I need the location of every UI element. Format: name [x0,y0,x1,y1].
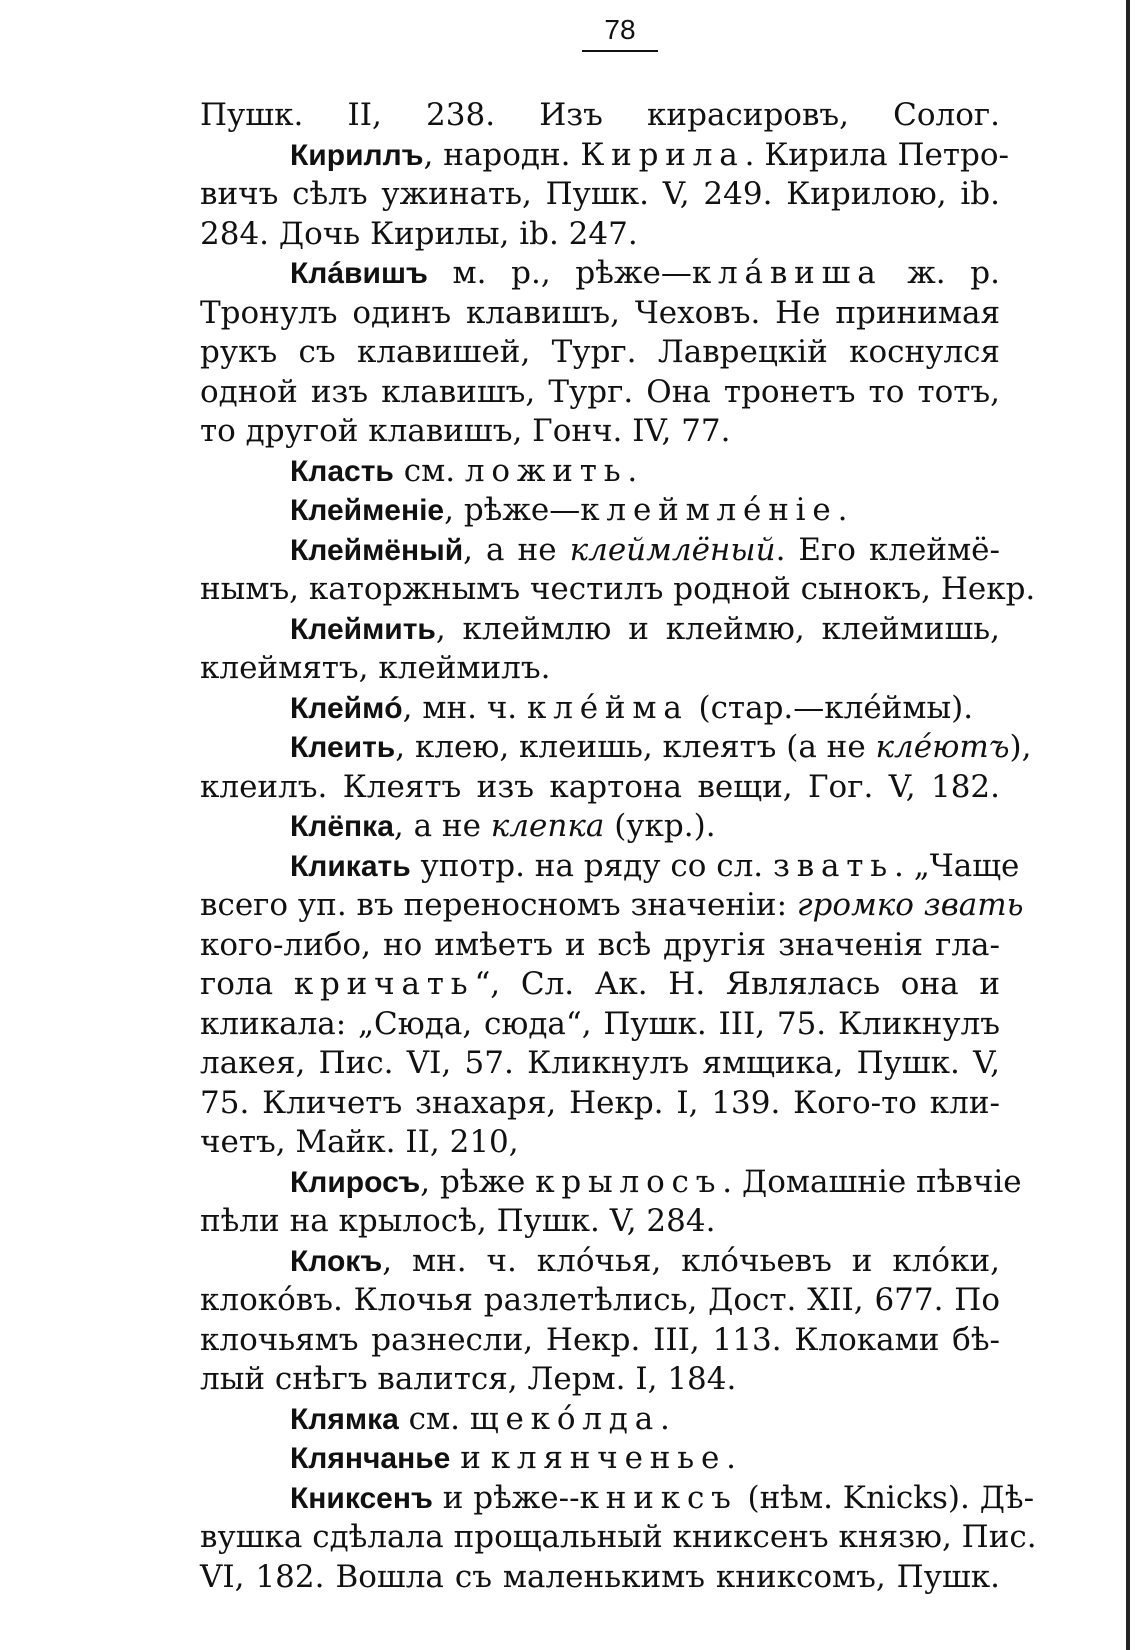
text-line [200,728,1032,768]
text-line [200,294,1000,334]
spaced-word: клéйма [527,689,689,726]
text-segment: одной изъ клавишъ, Тург. Она тронетъ то тотъ, [200,373,1000,410]
text-line [200,807,1000,847]
text-line [200,649,1000,689]
page-edge-line [1126,0,1130,1650]
text-line [200,175,1000,215]
text-line [200,886,1024,926]
spaced-word: книксъ [579,1479,738,1516]
spaced-word: клеймлéніе [580,492,838,528]
text-segment: 284. Дочь Кирилы, ib. 247. [200,215,638,252]
text-segment: клеймятъ, клеймилъ. [200,650,551,686]
italic-word: клéютъ [875,729,1010,765]
headword: Клеймёный [290,533,464,567]
text-segment: (нѣм. Knicks). Дѣ- [737,1479,1035,1516]
text-line [200,847,1020,887]
dictionary-text [200,96,1037,1597]
text-line [200,1321,1000,1361]
text-segment: . [660,1400,670,1437]
italic-word: клепка [490,808,605,844]
text-segment: всего уп. въ переносномъ значеніи: [200,887,797,923]
text-line [200,136,1010,176]
text-line [200,215,1000,255]
spaced-word: звать [773,847,894,884]
text-segment: , народн. [423,136,581,173]
text-line [200,1558,1000,1598]
headword: Книксенъ [290,1481,433,1515]
headword: Клейменіе [290,494,445,527]
text-segment: . „Чаще [893,847,1020,884]
text-segment: (стар.—клéймы). [688,689,974,726]
text-segment: пѣли на крылосѣ, Пушк. V, 284. [200,1203,716,1239]
text-line [200,1163,1022,1203]
text-line [200,373,1000,413]
text-segment: , рѣже— [444,492,581,528]
text-line [200,1439,1000,1479]
text-segment: лакея, Пис. VI, 57. Кликнулъ ямщика, Пушк. V, [200,1045,1000,1081]
text-line [200,491,1000,531]
text-segment: клочьямъ разнесли, Некр. III, 113. Клоками бѣ- [200,1321,1000,1358]
text-segment: и [450,1440,491,1476]
text-segment: рукъ съ клавишей, Тург. Лаврецкій коснулся [200,334,1000,370]
headword: Клокъ [290,1244,383,1278]
text-segment: . Домашніе пѣвчіе [722,1163,1022,1200]
page-header [570,14,670,52]
spaced-word: Кирила [580,136,745,173]
page-number: 78 [604,14,636,45]
text-line [200,96,1000,136]
headword: Клеймó [290,691,403,725]
headword: Клямка [290,1402,399,1436]
text-line [200,531,1000,571]
text-segment: 75. Кличетъ знахаря, Некр. I, 139. Кого-то кли- [200,1084,1000,1121]
text-line [200,254,1000,294]
text-segment: то другой клавишъ, Гонч. IV, 77. [200,413,731,449]
headword: Клеить [290,731,396,764]
spaced-word: крылосъ [535,1163,723,1200]
text-segment: вушка сдѣлала прощальный книксенъ князю, Пис. [200,1519,1037,1555]
text-line [200,926,1000,966]
text-line [200,965,1000,1005]
text-line [200,1400,1000,1440]
headword: Класть [290,454,394,488]
text-line [200,768,1000,808]
text-segment: см. [398,1400,470,1437]
headword: Кириллъ [290,138,424,172]
text-line [200,412,1000,452]
spaced-word: ложить [464,452,628,489]
text-segment: клеилъ. Клеятъ изъ картона вещи, Гог. V, 182. [200,768,1000,805]
text-line [200,1044,1000,1084]
text-segment: . [627,452,638,489]
headword: Клáвишъ [290,257,428,290]
text-segment: (укр.). [604,808,716,844]
headword: Клиросъ [290,1165,421,1199]
text-line [200,1123,1000,1163]
text-segment: и рѣже-- [432,1479,580,1516]
text-line [200,610,1000,650]
text-segment: . Его клеймё- [775,531,1000,568]
text-segment: ), [1009,729,1032,765]
text-segment: , клеймлю и клеймю, клеймишь, [435,610,1000,647]
text-segment: VI, 182. Вошла съ маленькимъ книксомъ, Пушк. [200,1558,1000,1595]
text-segment: нымъ, каторжнымъ честилъ родной сынокъ, Некр. [200,571,1036,607]
text-line [200,1202,1000,1242]
text-segment: , а не [463,531,570,568]
text-segment: . [726,1440,736,1476]
spaced-word: щекóлда [469,1400,661,1437]
text-segment: клокóвъ. Клочья разлетѣлись, Дост. XII, 677. По [200,1282,1000,1318]
text-segment: , рѣже [420,1163,536,1200]
text-segment: . [837,492,848,528]
italic-word: клеймлёный [569,531,776,568]
text-line [200,1281,1000,1321]
italic-word: громко звать [796,887,1024,923]
headword: Клёпка [290,810,394,843]
text-line [200,1242,1000,1282]
text-segment: , клею, клеишь, клеятъ (а не [395,729,876,765]
text-line [200,1479,1035,1519]
text-segment: четъ, Майк. II, 210, [200,1124,519,1160]
text-segment: вичъ сѣлъ ужинать, Пушк. V, 249. Кирилою, ib. [200,176,1000,212]
text-line [200,1360,1000,1400]
text-line [200,570,1036,610]
headword: Клянчанье [290,1442,451,1475]
text-line [200,1084,1000,1124]
text-line [200,689,1000,729]
text-segment: , мн. ч. [402,689,528,726]
text-segment: , а не [393,808,491,844]
text-segment: гола [200,966,294,1002]
text-segment: , мн. ч. клóчья, клóчьевъ и клóки, [382,1242,1000,1279]
text-segment: м. р., рѣже— [427,255,692,291]
page-number-rule [582,50,658,52]
headword: Кликать [290,849,411,883]
text-segment: . Кирила Петро- [744,136,1010,173]
text-segment: кого-либо, но имѣетъ и всѣ другія значенія гла- [200,926,1000,963]
text-segment: ж. р. [882,255,1001,291]
text-segment: кликала: „Сюда, сюда“, Пушк. III, 75. Кликнулъ [200,1005,1000,1042]
spaced-word: кричать [293,966,475,1002]
text-segment: употр. на ряду со сл. [410,847,773,884]
text-segment: “, Сл. Ак. Н. Являлась она и [474,966,1000,1002]
text-segment: см. [393,452,465,489]
spaced-word: клáвиша [691,255,883,291]
text-segment: лый снѣгъ валится, Лерм. I, 184. [200,1361,737,1397]
spaced-word: клянченье [490,1440,727,1476]
text-line [200,1518,1037,1558]
headword: Клеймить [290,612,436,646]
text-line [200,333,1000,373]
text-segment: Пушк. II, 238. Изъ кирасировъ, Солог. [200,97,1000,133]
text-line [200,1005,1000,1045]
text-segment: Тронулъ одинъ клавишъ, Чеховъ. Не принимая [200,294,1000,331]
text-line [200,452,1000,492]
